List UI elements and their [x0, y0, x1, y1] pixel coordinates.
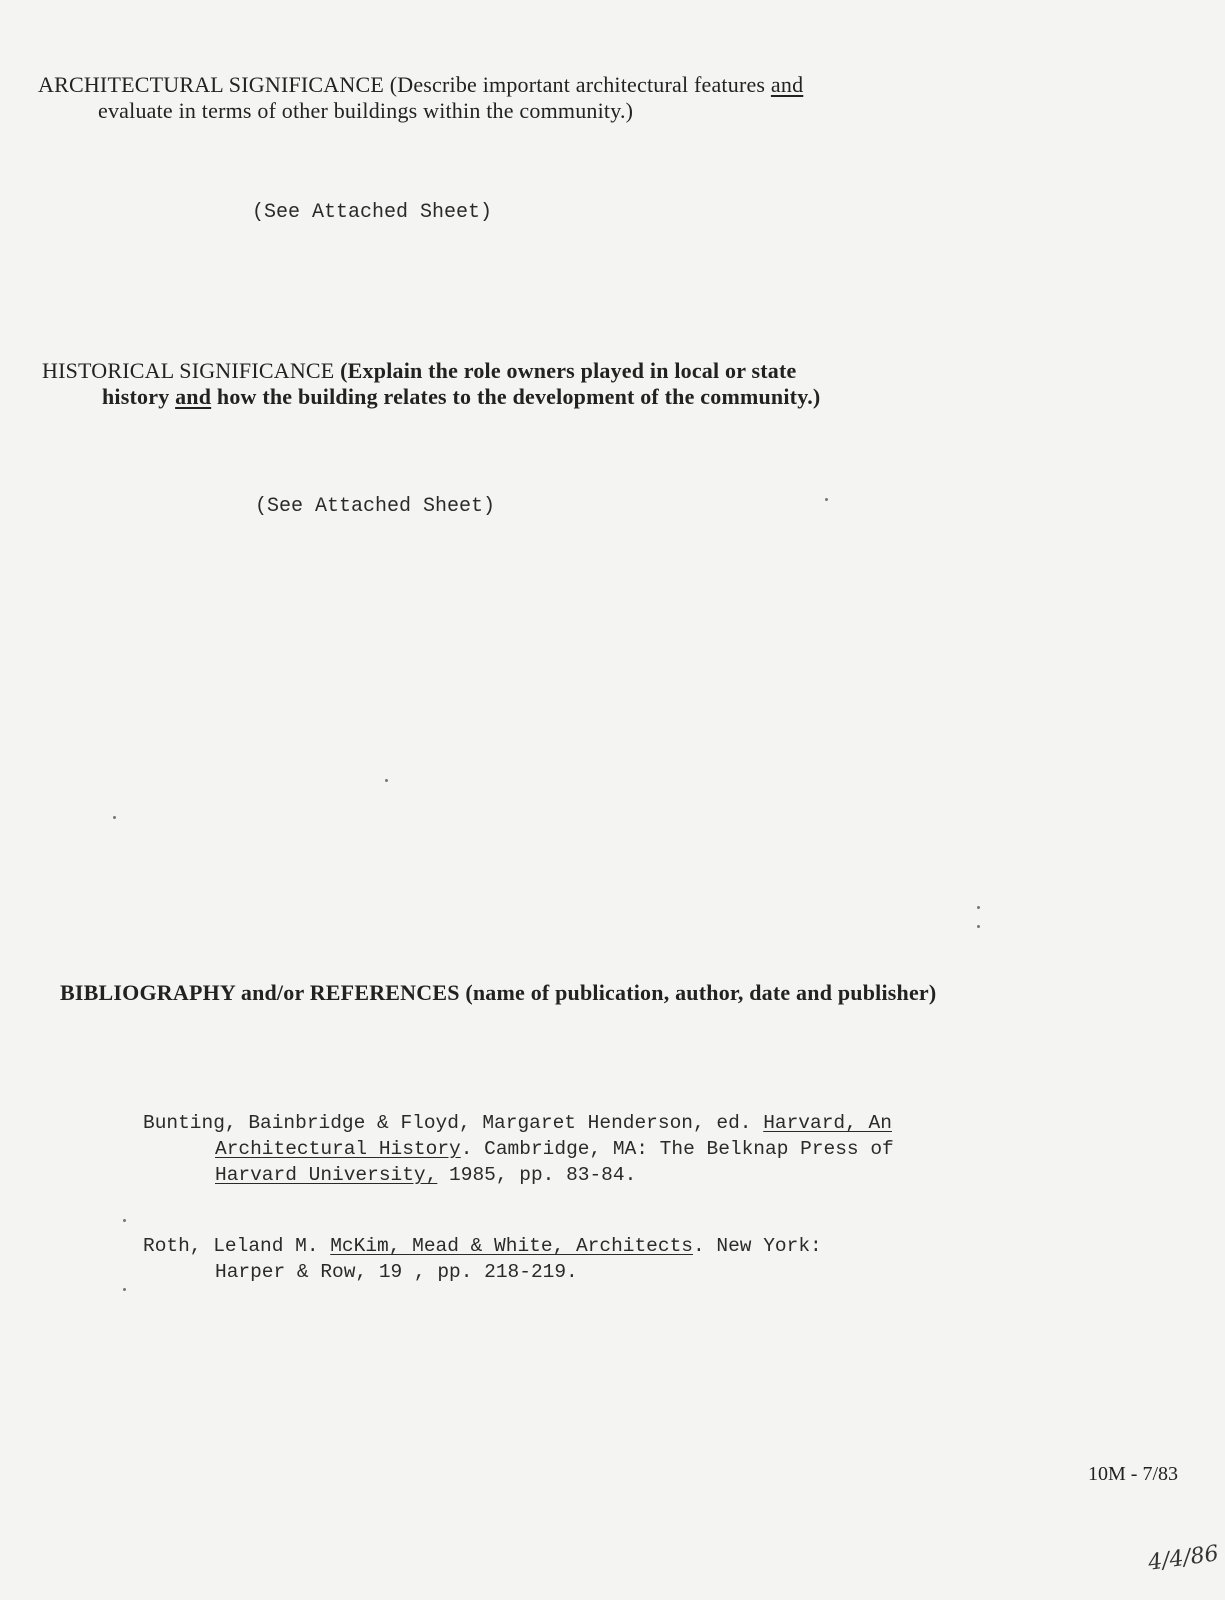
bibliography-entry	[143, 1233, 822, 1285]
entry-line-2	[143, 1136, 894, 1162]
historical-instruction-1: (Explain the role owners played in local or state	[340, 358, 797, 383]
architectural-significance-label	[38, 72, 803, 124]
scan-speck	[113, 816, 116, 819]
entry-publisher: Harper & Row, 19 , pp. 218-219.	[215, 1261, 578, 1283]
entry-line-3	[143, 1162, 894, 1188]
entry-after-title: . New York:	[693, 1235, 822, 1257]
bibliography-instruction: (name of publication, author, date and publisher)	[465, 980, 937, 1005]
form-code: 10M - 7/83	[1088, 1463, 1178, 1485]
historical-significance-label	[42, 358, 820, 410]
historical-instruction-2b: how the building relates to the development of the community.)	[216, 384, 821, 409]
architectural-heading: ARCHITECTURAL SIGNIFICANCE	[38, 72, 384, 97]
bibliography-heading: BIBLIOGRAPHY and/or REFERENCES	[60, 980, 460, 1005]
historical-instruction-2a: history	[102, 384, 170, 409]
architectural-response: (See Attached Sheet)	[252, 201, 493, 224]
entry-author: Bunting, Bainbridge & Floyd, Margaret Henderson, ed.	[143, 1112, 752, 1134]
entry-publisher: Harvard University,	[215, 1164, 438, 1186]
historical-instruction-2-line	[42, 384, 820, 410]
handwritten-date: 4/4/86	[1146, 1541, 1221, 1576]
historical-heading: HISTORICAL SIGNIFICANCE	[42, 358, 335, 383]
scan-speck	[825, 498, 828, 501]
entry-title-part2: Architectural History	[215, 1138, 461, 1160]
entry-title: McKim, Mead & White, Architects	[330, 1235, 693, 1257]
scan-speck	[123, 1219, 126, 1222]
entry-after-title: . Cambridge, MA: The Belknap Press of	[460, 1138, 894, 1160]
scan-speck	[977, 925, 980, 928]
entry-tail: 1985, pp. 83-84.	[437, 1164, 637, 1186]
scan-speck	[977, 906, 980, 909]
historical-instruction-and: and	[175, 384, 212, 409]
bibliography-label	[60, 980, 936, 1006]
entry-author: Roth, Leland M.	[143, 1235, 319, 1257]
scan-speck	[123, 1288, 126, 1291]
architectural-instruction-and: and	[770, 72, 804, 97]
architectural-instruction-2: evaluate in terms of other buildings within the community.)	[98, 98, 634, 123]
bibliography-entry	[143, 1110, 894, 1188]
historical-response: (See Attached Sheet)	[255, 495, 496, 518]
entry-title-part1: Harvard, An	[763, 1112, 892, 1134]
scan-speck	[385, 779, 388, 782]
architectural-instruction-1: (Describe important architectural features	[389, 72, 766, 97]
